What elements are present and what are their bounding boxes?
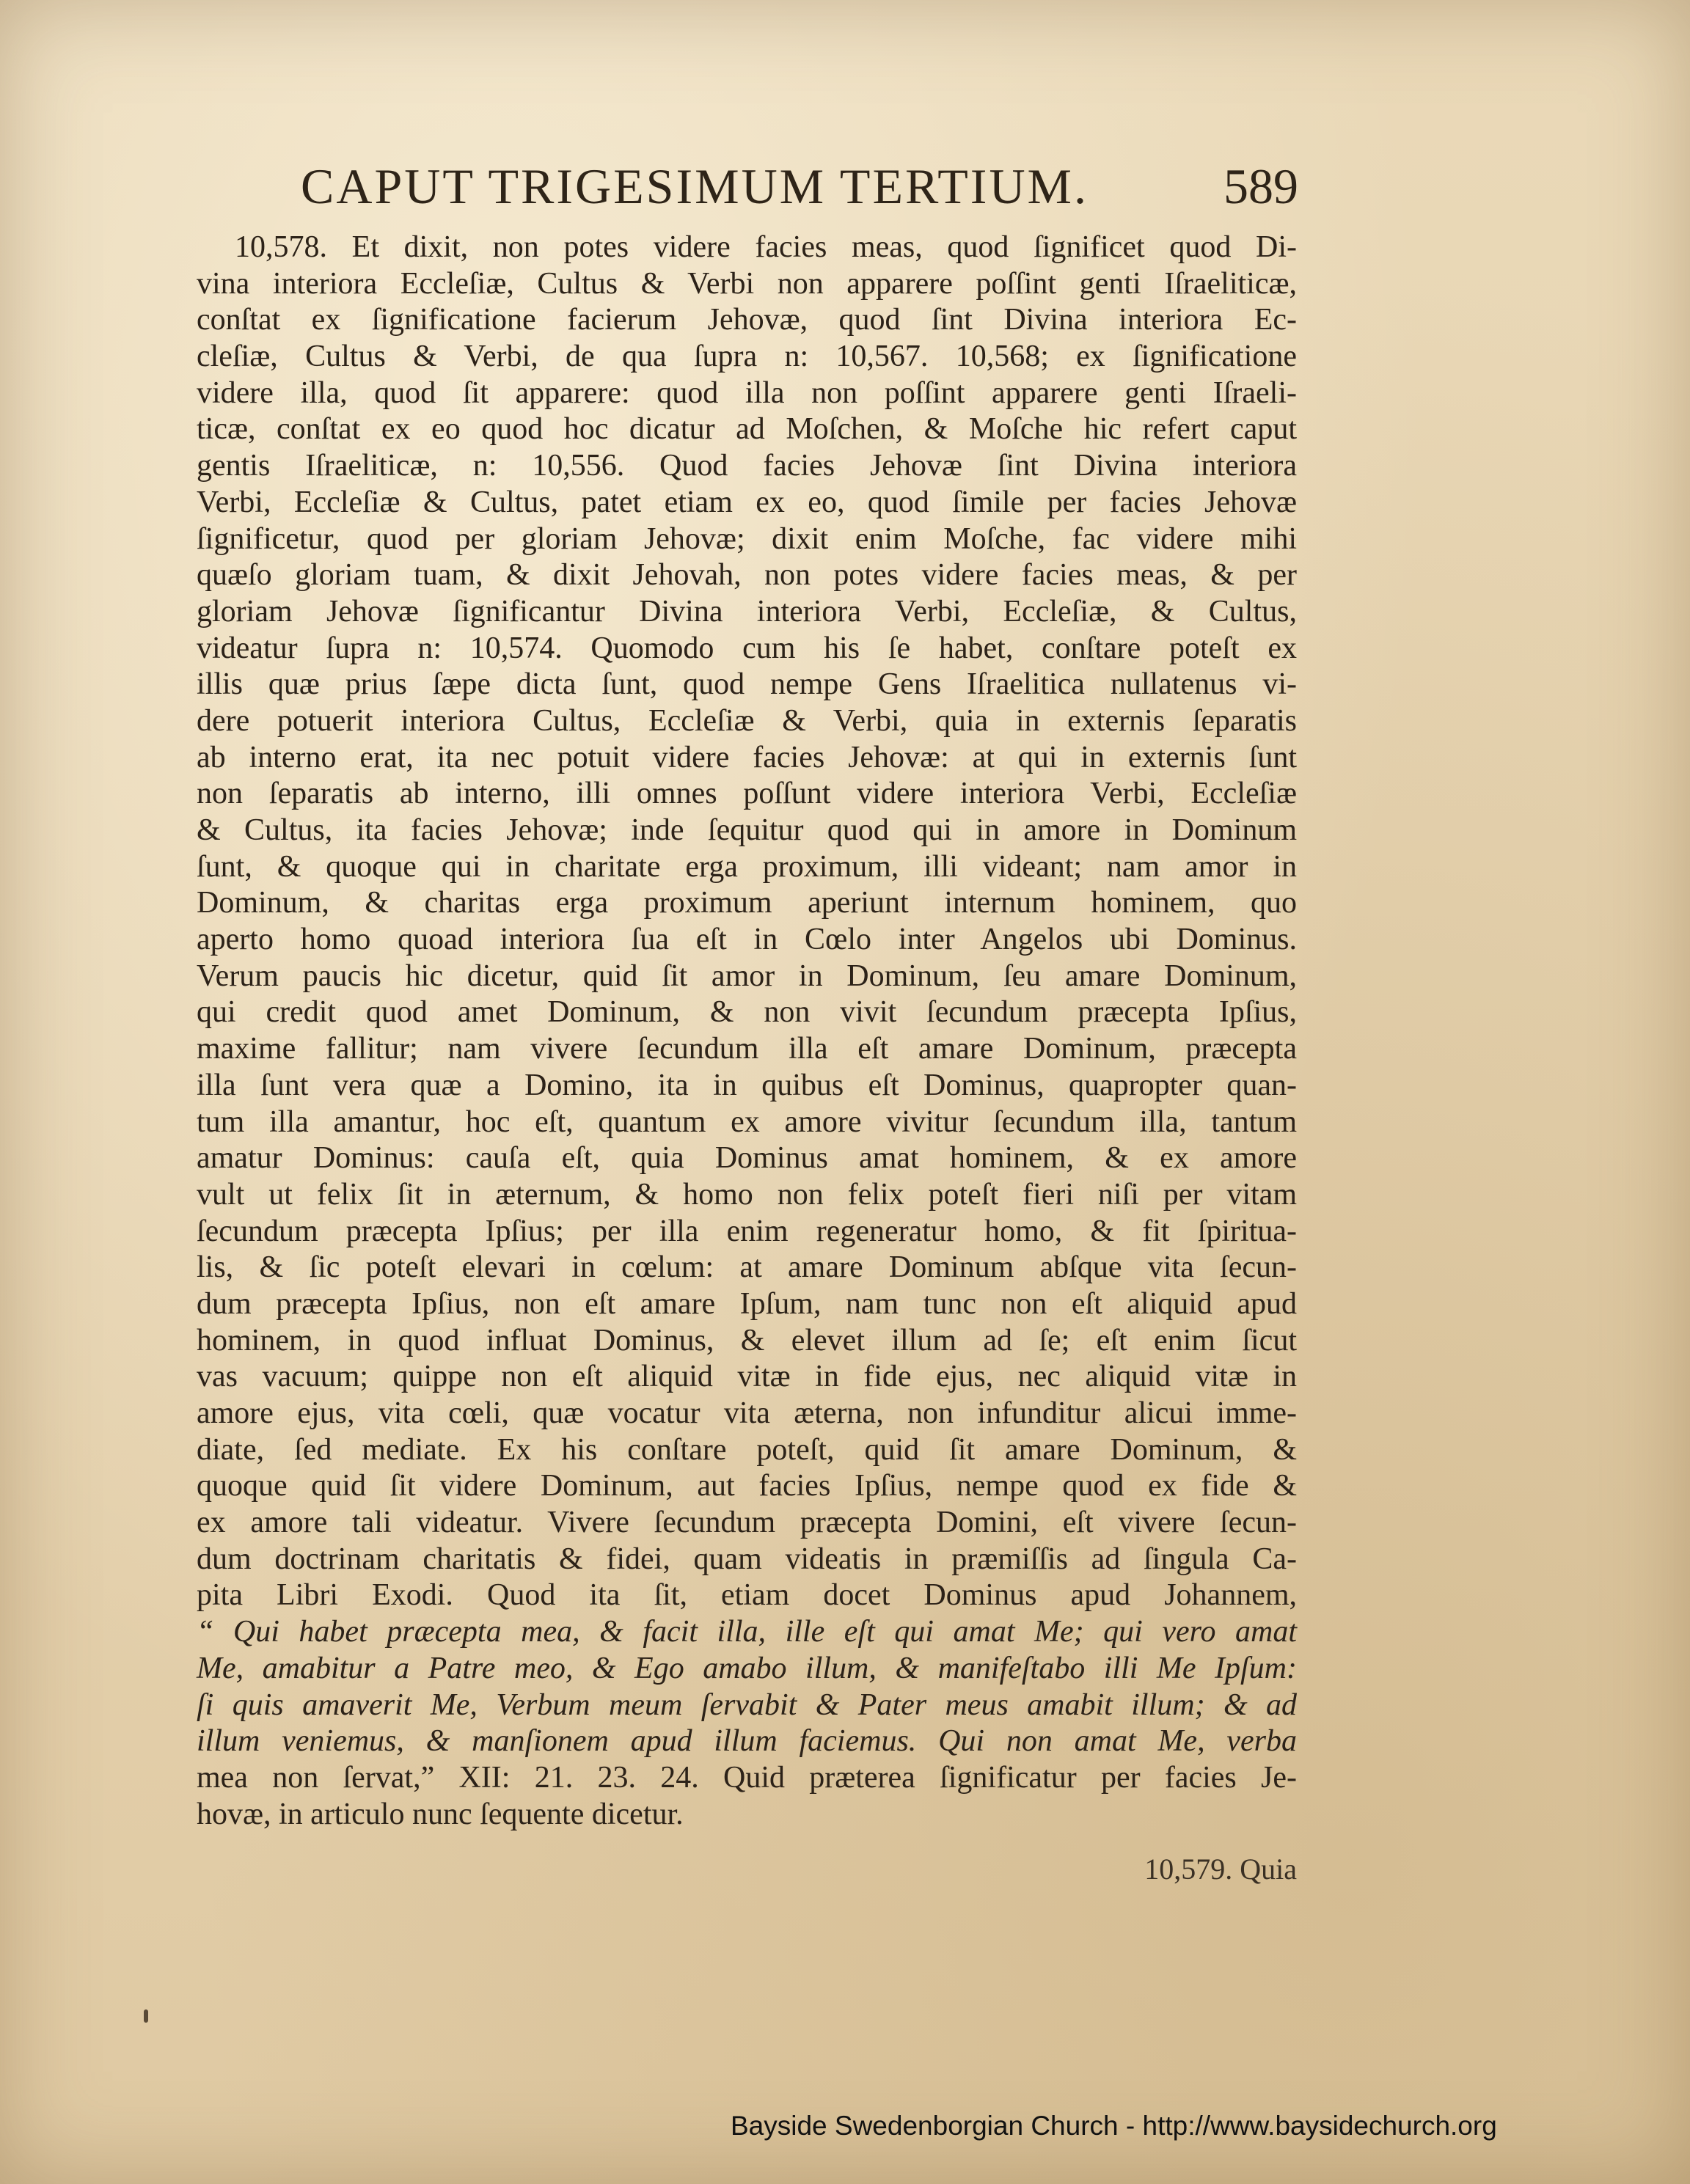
text-line: quæſo gloriam tuam, & dixit Jehovah, non potes videre facies meas, & per — [197, 558, 1297, 593]
text-line: ex amore tali videatur. Vivere ſecundum præcepta Domini, eſt vivere ſecun- — [197, 1506, 1297, 1540]
text-line: Verbi, Eccleſiæ & Cultus, patet etiam ex eo, quod ſimile per facies Jehovæ — [197, 485, 1297, 519]
text-line: dere potuerit interiora Cultus, Eccleſiæ & Verbi, quia in externis ſeparatis — [197, 703, 1297, 738]
catchword: 10,579. Quia — [1144, 1853, 1297, 1886]
text-line: illa ſunt vera quæ a Domino, ita in quibus eſt Dominus, quapropter quan- — [197, 1068, 1297, 1102]
text-line: hovæ, in articulo nunc ſequente dicetur. — [197, 1797, 684, 1831]
text-line: conſtat ex ſignificatione facierum Jehovæ, quod ſint Divina interiora Ec- — [197, 303, 1297, 337]
text-line: mea non ſervat,” XII: 21. 23. 24. Quid præterea ſignificatur per facies Je- — [197, 1760, 1297, 1795]
quotation-line: Me, amabitur a Patre meo, & Ego amabo illum, & manifeſtabo illi Me Ipſum: — [197, 1651, 1297, 1685]
text-line: Dominum, & charitas erga proximum aperiunt internum hominem, quo — [197, 886, 1297, 920]
text-line: ſecundum præcepta Ipſius; per illa enim regeneratur homo, & fit ſpiritua- — [197, 1214, 1297, 1248]
text-line: Verum paucis hic dicetur, quid ſit amor in Dominum, ſeu amare Dominum, — [197, 959, 1297, 993]
text-line: diate, ſed mediate. Ex his conſtare poteſt, quid ſit amare Dominum, & — [197, 1432, 1297, 1467]
quotation-line: illum veniemus, & manſionem apud illum faciemus. Qui non amat Me, verba — [197, 1724, 1297, 1759]
text-line: videatur ſupra n: 10,574. Quomodo cum his ſe habet, conſtare poteſt ex — [197, 631, 1297, 665]
text-line: gentis Iſraeliticæ, n: 10,556. Quod facies Jehovæ ſint Divina interiora — [197, 449, 1297, 483]
text-line: 10,578. Et dixit, non potes videre facies meas, quod ſignificet quod Di- — [235, 230, 1297, 264]
text-line: vult ut felix ſit in æternum, & homo non felix poteſt fieri niſi per vitam — [197, 1177, 1297, 1212]
chapter-title: CAPUT TRIGESIMUM TERTIUM. — [301, 158, 1089, 214]
watermark-caption: Bayside Swedenborgian Church - http://www.baysidechurch.org — [731, 2111, 1497, 2141]
quotation-line: “ Qui habet præcepta mea, & facit illa, ille eſt qui amat Me; qui vero amat — [197, 1615, 1297, 1649]
text-line: dum præcepta Ipſius, non eſt amare Ipſum, nam tunc non eſt aliquid apud — [197, 1286, 1297, 1321]
text-line: vas vacuum; quippe non eſt aliquid vitæ in fide ejus, nec aliquid vitæ in — [197, 1360, 1297, 1394]
text-line: gloriam Jehovæ ſignificantur Divina interiora Verbi, Eccleſiæ, & Cultus, — [197, 594, 1297, 629]
text-line: aperto homo quoad interiora ſua eſt in Cœlo inter Angelos ubi Dominus. — [197, 923, 1297, 957]
text-line: pita Libri Exodi. Quod ita ſit, etiam docet Dominus apud Johannem, — [197, 1578, 1297, 1613]
text-line: tum illa amantur, hoc eſt, quantum ex amore vivitur ſecundum illa, tantum — [197, 1104, 1297, 1139]
text-line: amatur Dominus: cauſa eſt, quia Dominus amat hominem, & ex amore — [197, 1141, 1297, 1176]
text-line: amore ejus, vita cœli, quæ vocatur vita æterna, non infunditur alicui imme- — [197, 1396, 1297, 1430]
text-line: non ſeparatis ab interno, illi omnes poſſunt videre interiora Verbi, Eccleſiæ — [197, 777, 1297, 811]
text-line: cleſiæ, Cultus & Verbi, de qua ſupra n: 10,567. 10,568; ex ſignificatione — [197, 340, 1297, 374]
text-line: ſunt, & quoque qui in charitate erga proximum, illi videant; nam amor in — [197, 849, 1297, 884]
quotation-line: ſi quis amaverit Me, Verbum meum ſervabit & Pater meus amabit illum; & ad — [197, 1688, 1297, 1722]
text-line: videre illa, quod ſit apparere: quod illa non poſſint apparere genti Iſraeli- — [197, 375, 1297, 410]
text-line: illis quæ prius ſæpe dicta ſunt, quod nempe Gens Iſraelitica nullatenus vi- — [197, 667, 1297, 702]
text-line: maxime fallitur; nam vivere ſecundum illa eſt amare Dominum, præcepta — [197, 1032, 1297, 1066]
text-line: & Cultus, ita facies Jehovæ; inde ſequitur quod qui in amore in Dominum — [197, 813, 1297, 847]
text-line: quoque quid ſit videre Dominum, aut facies Ipſius, nempe quod ex fide & — [197, 1469, 1297, 1503]
text-line: ticæ, conſtat ex eo quod hoc dicatur ad Moſchen, & Moſche hic refert caput — [197, 412, 1297, 447]
text-line: qui credit quod amet Dominum, & non vivit ſecundum præcepta Ipſius, — [197, 995, 1297, 1030]
text-line: hominem, in quod influat Dominus, & elevet illum ad ſe; eſt enim ſicut — [197, 1323, 1297, 1357]
running-header — [301, 158, 1298, 224]
text-line: ab interno erat, ita nec potuit videre facies Jehovæ: at qui in externis ſunt — [197, 740, 1297, 774]
text-line: dum doctrinam charitatis & fidei, quam videatis in præmiſſis ad ſingula Ca- — [197, 1542, 1297, 1576]
body-text — [197, 230, 1297, 1833]
text-line: lis, & ſic poteſt elevari in cœlum: at amare Dominum abſque vita ſecun- — [197, 1250, 1297, 1285]
text-line: ſignificetur, quod per gloriam Jehovæ; dixit enim Moſche, fac videre mihi — [197, 521, 1297, 556]
page-number: 589 — [1223, 158, 1298, 214]
ink-speck — [144, 2009, 148, 2023]
text-line: vina interiora Eccleſiæ, Cultus & Verbi non apparere poſſint genti Iſraeliticæ, — [197, 266, 1297, 301]
